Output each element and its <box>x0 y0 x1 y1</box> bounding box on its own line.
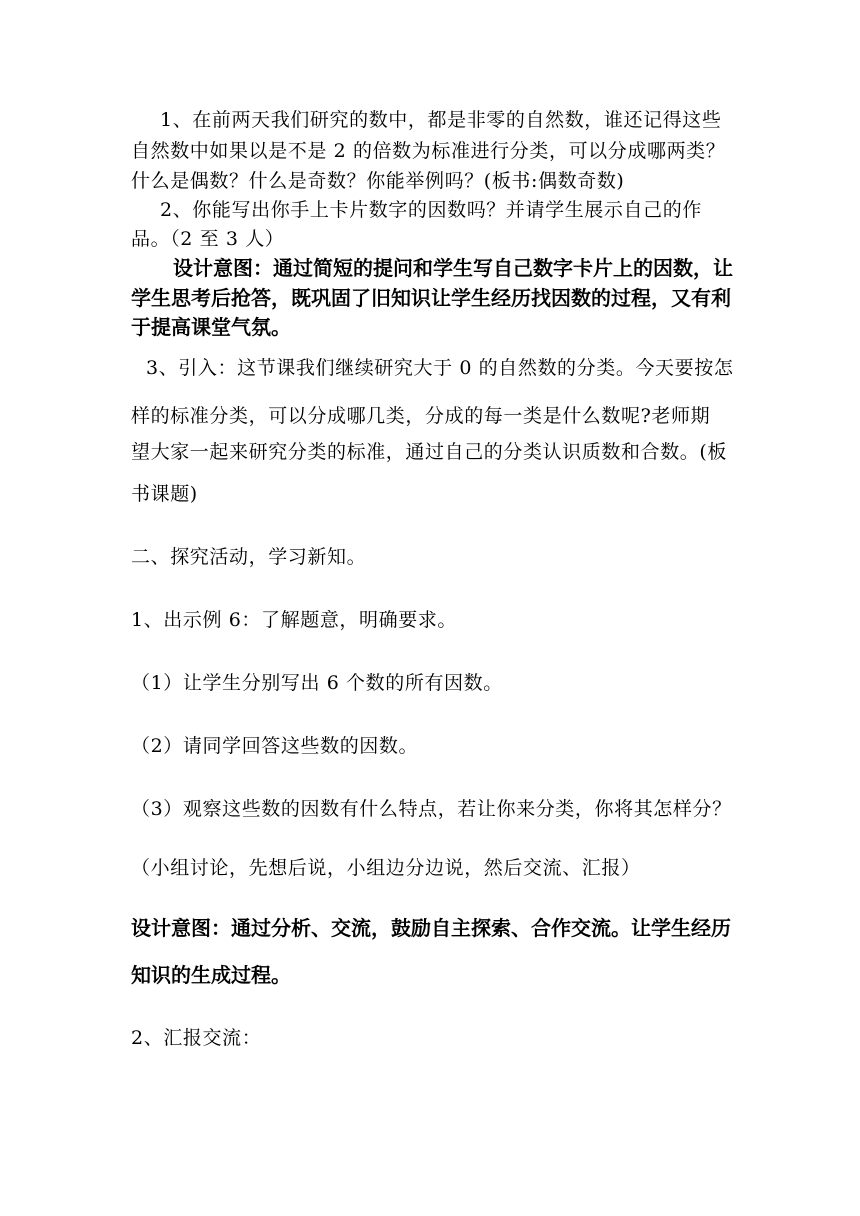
paragraph-3-line-3: 望大家一起来研究分类的标准，通过自己的分类认识质数和合数。(板 <box>131 441 728 463</box>
step-3: （3）观察这些数的因数有什么特点，若让你来分类，你将其怎样分？ <box>131 798 732 820</box>
design-intent-1-line-2: 学生思考后抢答，既巩固了旧知识让学生经历找因数的过程，又有利 <box>131 286 731 310</box>
paragraph-3-line-4: 书课题) <box>131 483 198 505</box>
paragraph-1-line-1: 1、在前两天我们研究的数中，都是非零的自然数，谁还记得这些 <box>160 109 722 131</box>
group-discussion-note: （小组讨论，先想后说，小组边分边说，然后交流、汇报） <box>131 857 641 879</box>
paragraph-2-line-2: 品。（2 至 3 人） <box>131 228 285 250</box>
design-intent-2-line-2: 知识的生成过程。 <box>131 963 291 987</box>
paragraph-1-line-2: 自然数中如果以是不是 2 的倍数为标准进行分类，可以分成哪两类？ <box>131 140 726 162</box>
design-intent-2-line-1: 设计意图：通过分析、交流，鼓励自主探索、合作交流。让学生经历 <box>131 916 731 940</box>
paragraph-1-line-3: 什么是偶数？什么是奇数？你能举例吗？(板书:偶数奇数) <box>131 170 625 192</box>
step-2: （2）请同学回答这些数的因数。 <box>131 735 419 757</box>
design-intent-1-line-3: 于提高课堂气氛。 <box>131 315 291 339</box>
step-1: （1）让学生分别写出 6 个数的所有因数。 <box>131 672 503 694</box>
design-intent-1-line-1: 设计意图：通过简短的提问和学生写自己数字卡片上的因数，让 <box>173 256 733 280</box>
paragraph-2-line-1: 2、你能写出你手上卡片数字的因数吗？并请学生展示自己的作 <box>160 199 702 221</box>
section-heading-2: 二、探究活动，学习新知。 <box>131 546 367 568</box>
example-6-intro: 1、出示例 6：了解题意，明确要求。 <box>131 609 458 631</box>
paragraph-3-line-2: 样的标准分类，可以分成哪几类，分成的每一类是什么数呢?老师期 <box>131 405 711 427</box>
paragraph-3-line-1: 3、引入：这节课我们继续研究大于 0 的自然数的分类。今天要按怎 <box>146 357 734 379</box>
report-exchange: 2、汇报交流： <box>131 1027 262 1049</box>
